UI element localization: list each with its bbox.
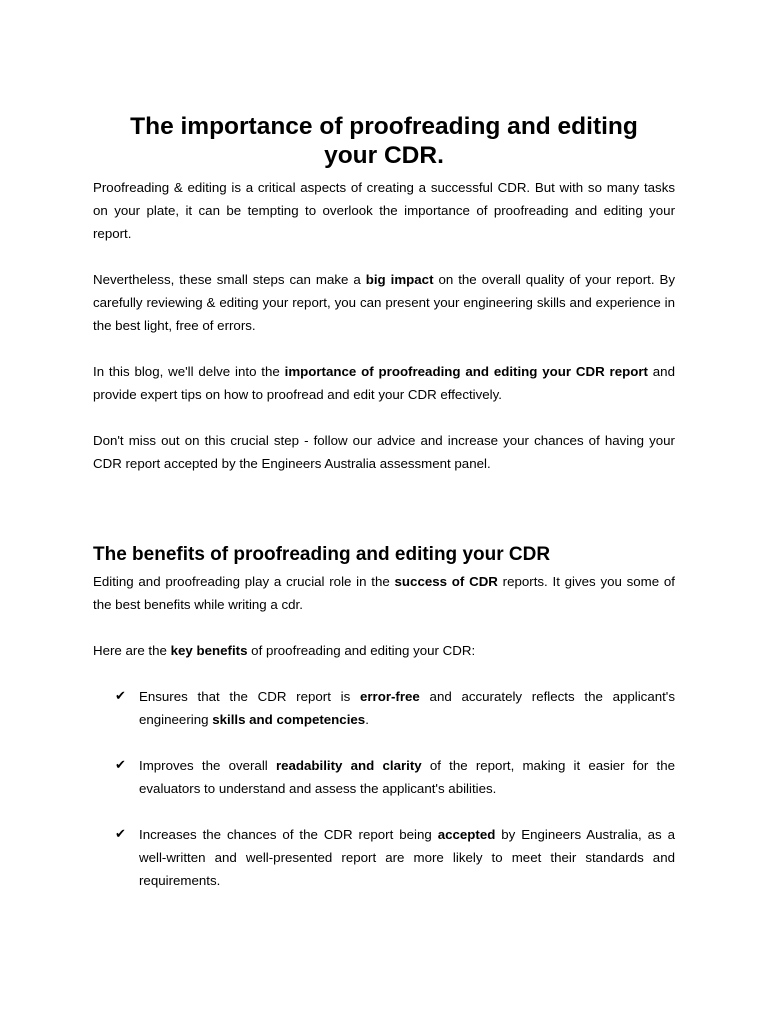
intro-paragraph-1-text: Proofreading & editing is a critical aspects of creating a successful CDR. But with so many tasks on your plate, it can be tempting to overlook the importance of proofreading and editing your report. (93, 180, 675, 241)
intro-paragraph-3-text-start: In this blog, we'll delve into the (93, 364, 285, 379)
check-icon: ✔ (115, 689, 126, 704)
intro-paragraph-1 (93, 176, 675, 245)
list-item-text-start: Ensures that the CDR report is (139, 689, 360, 704)
check-icon: ✔ (115, 758, 126, 773)
list-item-text-start: Improves the overall (139, 758, 276, 773)
benefits-list (93, 685, 675, 892)
list-item-bold-2: skills and competencies (212, 712, 366, 727)
document-page (93, 112, 675, 915)
intro-paragraph-2-bold: big impact (365, 272, 434, 287)
benefits-paragraph-2-bold: key benefits (170, 643, 248, 658)
intro-paragraph-2-text-end: on the overall quality of your report. By carefully reviewing & editing your report, you can present your engineering skills and experience in the best light, free of errors. (93, 272, 675, 333)
list-item-text-start: Increases the chances of the CDR report being (139, 827, 438, 842)
page-title: The importance of proofreading and editing your CDR. (130, 113, 638, 169)
list-item-bold: readability and clarity (275, 758, 422, 773)
list-item-text-end: by Engineers Australia, as a well-written and well-presented report are more likely to meet their standards and requirements. (139, 827, 675, 888)
list-item (93, 754, 675, 800)
list-item-bold: error-free (359, 689, 420, 704)
list-item-text-middle: and accurately reflects the applicant's engineering (139, 689, 675, 727)
benefits-paragraph-2-text-start: Here are the (93, 643, 171, 658)
benefits-paragraph-2 (93, 639, 675, 662)
intro-paragraph-2 (93, 268, 675, 337)
benefits-paragraph-1-text-start: Editing and proofreading play a crucial role in the (93, 574, 395, 589)
list-item-text-end: of the report, making it easier for the evaluators to understand and assess the applicant's abilities. (139, 758, 675, 796)
list-item (93, 685, 675, 731)
intro-paragraph-4-text: Don't miss out on this crucial step - follow our advice and increase your chances of having your CDR report accepted by the Engineers Australia assessment panel. (93, 433, 675, 471)
intro-paragraph-3-bold: importance of proofreading and editing your CDR report (284, 364, 648, 379)
intro-paragraph-2-text-start: Nevertheless, these small steps can make a (93, 272, 366, 287)
check-icon: ✔ (115, 827, 126, 842)
section-heading-benefits: The benefits of proofreading and editing your CDR (93, 544, 551, 565)
benefits-paragraph-1-bold: success of CDR (394, 574, 498, 589)
list-item-text-end: . (365, 712, 369, 727)
benefits-paragraph-2-text-end: of proofreading and editing your CDR: (247, 643, 476, 658)
list-item-bold: accepted (437, 827, 496, 842)
benefits-paragraph-1 (93, 570, 675, 616)
intro-paragraph-3 (93, 360, 675, 406)
intro-paragraph-3-text-end: and provide expert tips on how to proofread and edit your CDR effectively. (93, 364, 675, 402)
list-item (93, 823, 675, 892)
intro-paragraph-4 (93, 429, 675, 475)
benefits-paragraph-1-text-end: reports. It gives you some of the best benefits while writing a cdr. (93, 574, 675, 612)
